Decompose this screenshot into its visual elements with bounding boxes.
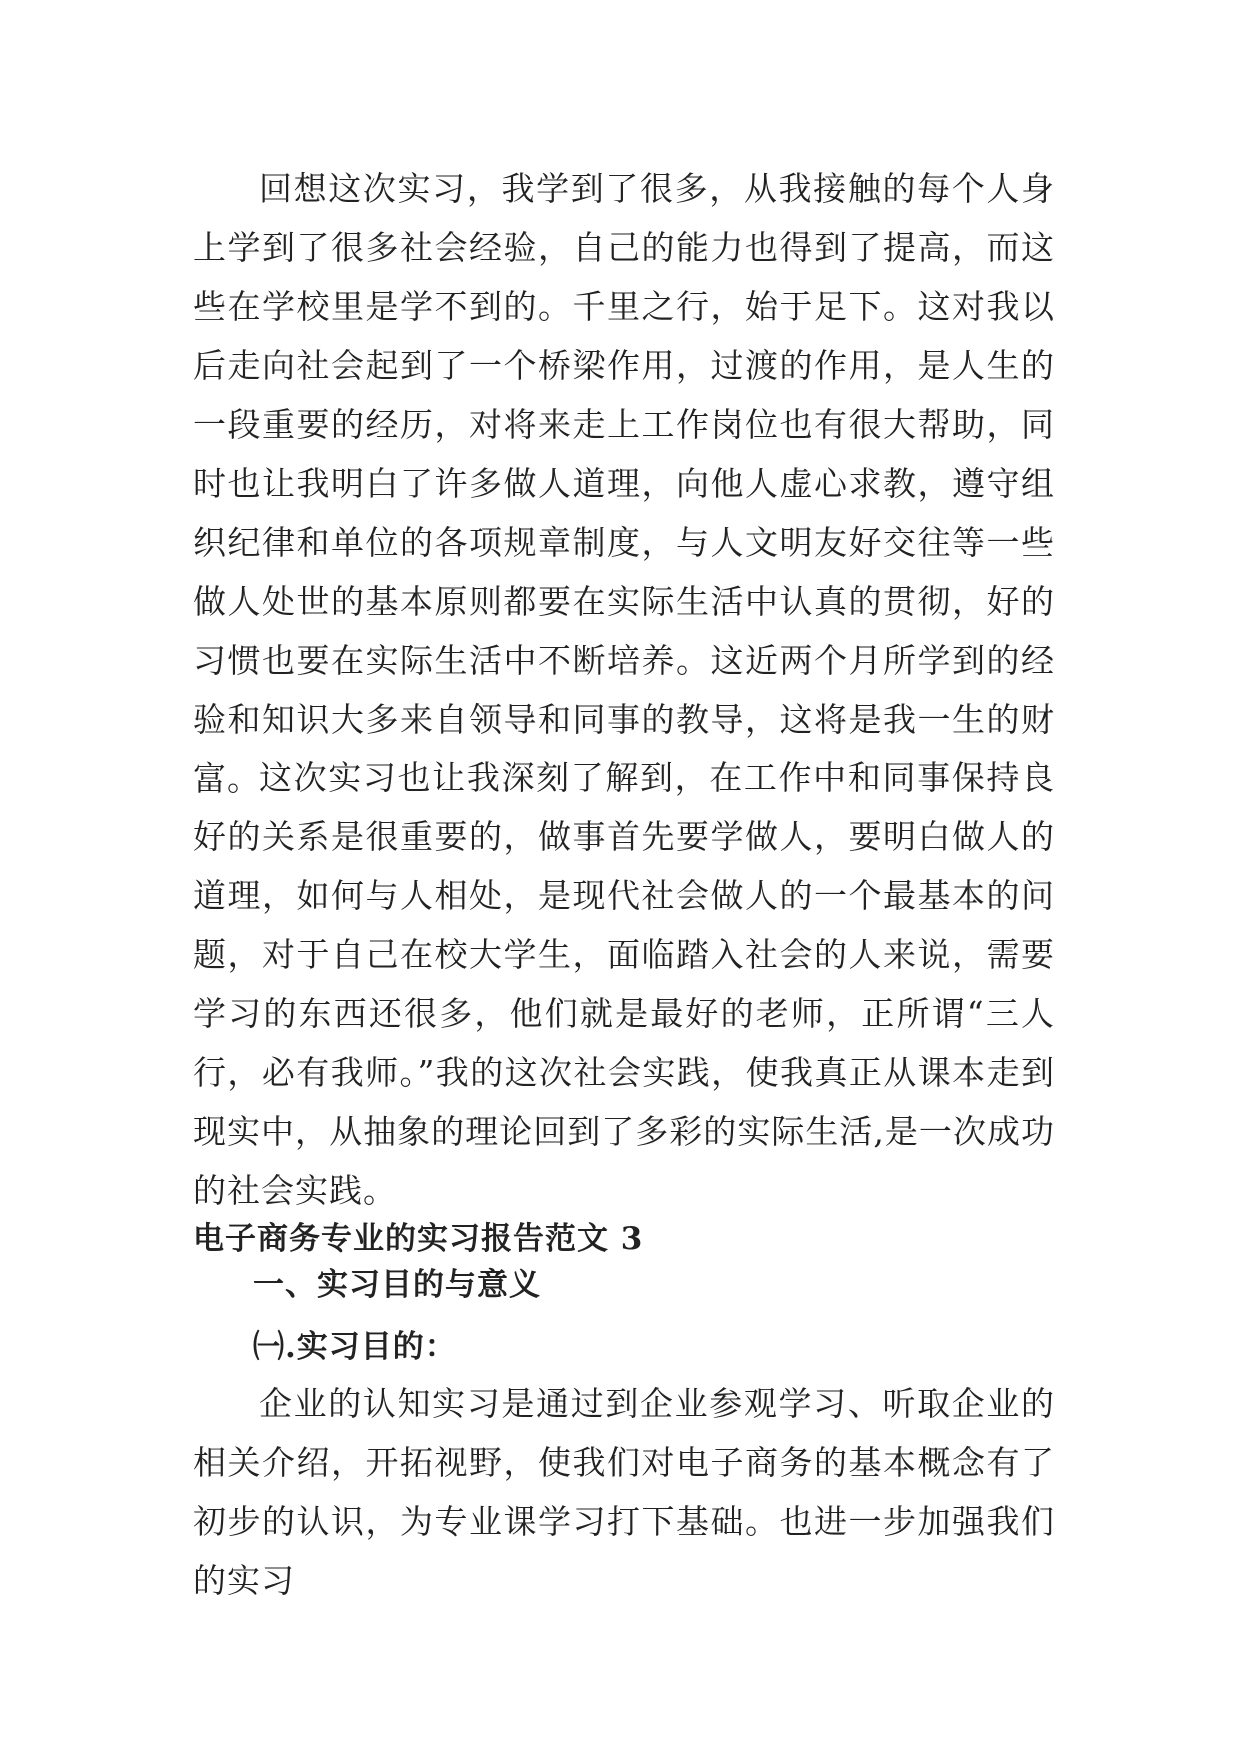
paragraph-text: 这次实习也让我深刻了解到，在工作中和同事保持良好的关系是很重要的，做事首先要学做人，要明白做人的道理，如何与人相处，是现代社会做人的一个最基本的问题，对于自己在校大学生，面临踏入社会的人来说，需要学习的东西还很多，他们就是最好的老师，正所谓“三人行，必有我师。”我的这次社会实践，使我真正从课本走到现实中，从抽象的理论回到了多彩的实际生活,是一次成功的社会实践。 — [193, 758, 1055, 1210]
body-paragraph-1 — [193, 159, 1055, 808]
subheading-purpose-and-meaning: 一、实习目的与意义 — [253, 1267, 541, 1303]
paragraph-text: 企业的认知实习是通过到企业参观学习、听取企业的相关介绍，开拓视野，使我们对电子商务的基本概念有了初步的认识，为专业课学习打下基础。也进一步加强我们的实习 — [193, 1384, 1055, 1600]
body-paragraph-2 — [193, 748, 1055, 1220]
paragraph-text: 回想这次实习，我学到了很多，从我接触的每个人身上学到了很多社会经验，自己的能力也得到了提高，而这些在学校里是学不到的。千里之行，始于足下。这对我以后走向社会起到了一个桥梁作用，过渡的作用，是人生的一段重要的经历，对将来走上工作岗位也有很大帮助，同时也让我明白了许多做人道理，向他人虚心求教，遵守组织纪律和单位的各项规章制度，与人文明友好交往等一些做人处世的基本原则都要在实际生活中认真的贯彻，好的习惯也要在实际生活中不断培养。这近两个月所学到的经验和知识大多来自领导和同事的教导，这将是我一生的财富。 — [193, 169, 1055, 798]
subheading-purpose: ㈠.实习目的： — [253, 1329, 457, 1365]
section-title: 电子商务专业的实习报告范文 3 — [193, 1221, 644, 1257]
body-paragraph-3 — [193, 1374, 1055, 1610]
